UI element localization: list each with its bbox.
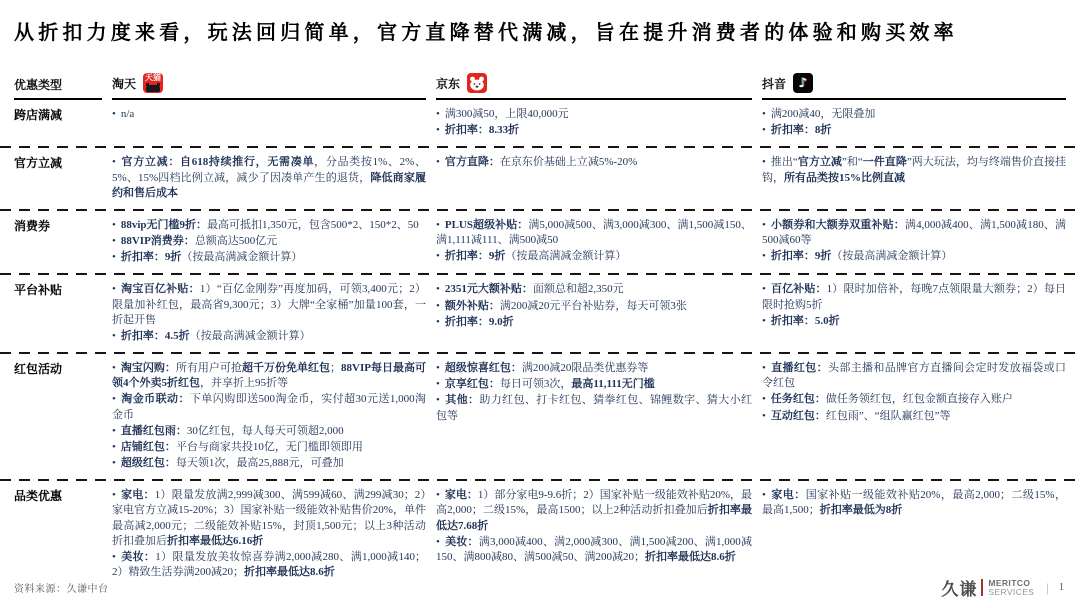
bullet-icon: •: [112, 440, 116, 453]
bullet-text-segment: 总额高达500亿元: [194, 235, 278, 248]
bullet-icon: •: [112, 251, 116, 264]
bullet-item: [436, 361, 752, 376]
bullet-text-segment: ，并享折上95折等: [200, 377, 288, 390]
table-row: [0, 275, 1080, 354]
bullet-text-segment: 1）限量发放美妆惊喜券满2,000减280、满1,000减140；2）精致生活券满200减20；: [112, 550, 427, 579]
bullet-text-segment: 降低商家履约和售后成本: [112, 171, 427, 199]
bullet-text-segment: PLUS超级补贴：: [444, 218, 529, 231]
row-label: 红包活动: [14, 362, 63, 377]
bullet-text-segment: ，分品类按1%、2%、5%、15%四档比例立减，减少了因凑单产生的退货，: [112, 156, 427, 184]
bullet-text-segment: 每天领1次，最高25,888元，可叠加: [175, 457, 344, 470]
platform-name-jd: 京东: [436, 76, 461, 91]
bullet-text-segment: 做任务领红包，红包金额直接存入账户: [825, 393, 1013, 406]
bullet-icon: •: [762, 489, 766, 502]
bullet-text-segment: （按最高满减金额计算）: [831, 250, 953, 263]
bullet-text-segment: 超千万份免单红包: [241, 362, 331, 375]
bullet-icon: •: [762, 314, 766, 327]
bullet-text-segment: （按最高满减金额计算）: [505, 250, 627, 263]
bullet-text-segment: 折扣率最低达6.16折: [167, 534, 264, 547]
column-header-douyin: [762, 73, 1066, 100]
bullet-text-segment: （按最高满减金额计算）: [181, 251, 303, 264]
bullet-text-segment: 助力红包、打卡红包、猜拳红包、锦鲤数字、猜大小红包等: [436, 394, 753, 422]
bullet-text-segment: 一件直降: [862, 156, 907, 169]
bullet-icon: •: [762, 108, 766, 120]
table-cell: [436, 100, 752, 148]
bullet-icon: •: [112, 218, 116, 231]
bullet-icon: •: [112, 329, 116, 342]
table-row: [0, 100, 1080, 148]
bullet-text-segment: 满3,000减400、满2,000减300、满1,500减200、满1,000减150、满800减80、满500减50、满200减20；: [436, 535, 753, 563]
bullet-icon: •: [436, 362, 440, 375]
brand-en-line1: MERITCO: [988, 577, 1031, 588]
bullet-text-segment: 每日可领3次，: [499, 378, 572, 391]
bullet-item: [762, 155, 1066, 185]
bullet-icon: •: [436, 250, 440, 263]
bullet-icon: •: [436, 218, 440, 231]
bullet-text-segment: 额外补贴：: [444, 299, 500, 312]
bullet-icon: •: [112, 283, 116, 296]
bullet-item: [112, 234, 426, 249]
tmall-cat-icon: [146, 85, 160, 92]
bullet-text-segment: 推出“: [770, 156, 798, 169]
bullet-text-segment: 京享红包：: [444, 378, 500, 391]
bullet-item: [762, 361, 1066, 391]
row-label: 跨店满减: [14, 108, 63, 122]
column-header-jd: [436, 73, 752, 100]
table-cell: [112, 100, 426, 148]
bullet-icon: •: [762, 393, 766, 406]
bullet-item: [112, 155, 426, 201]
bullet-icon: •: [436, 283, 440, 296]
bullet-icon: •: [112, 489, 116, 502]
bullet-text-segment: 88vip无门槛9折：: [120, 218, 208, 231]
bullet-text-segment: 满200减40，无限叠加: [770, 108, 876, 120]
bullet-text-segment: 平台与商家共投10亿，无门槛即领即用: [175, 440, 363, 453]
table-cell: [436, 148, 752, 211]
bullet-text-segment: 折扣率：9折: [444, 250, 506, 263]
column-header-type: [14, 76, 102, 100]
bullet-text-segment: ”两大玩法，均与终端售价直接挂钩，: [762, 156, 1067, 184]
bullet-text-segment: 互动红包：: [770, 409, 826, 422]
bullet-item: [762, 123, 1066, 138]
tmall-logo-text: 天猫: [145, 73, 162, 82]
bullet-icon: •: [762, 409, 766, 422]
brand-logo-cn: 久谦: [941, 580, 978, 599]
bullet-text-segment: 下单闪购即送500淘金币，实付超30元送1,000淘金币: [112, 393, 427, 421]
bullet-icon: •: [112, 156, 116, 169]
bullet-item: [436, 123, 752, 138]
page-number: 1: [1059, 582, 1064, 593]
bullet-text-segment: 满200减20限品类优惠券等: [521, 362, 649, 375]
bullet-text-segment: 1）“百亿金刚券”再度加码，可领3,400元；2）限量加补红包，最高省9,300元；3）大牌“全家桶”加量100套，一折起开售: [112, 283, 427, 326]
brand-logo-en: [988, 579, 1034, 597]
tmall-logo-icon: [143, 73, 163, 93]
bullet-text-segment: 直播红包雨：: [120, 424, 187, 437]
bullet-text-segment: n/a: [120, 108, 135, 120]
bullet-icon: •: [436, 489, 440, 502]
brand-block: [941, 575, 1064, 600]
footer: [14, 575, 1064, 600]
table-cell: [112, 354, 426, 481]
bullet-text-segment: 美妆：: [444, 535, 479, 548]
bullet-text-segment: 所有用户可抢: [175, 362, 242, 375]
bullet-text-segment: 超级红包：: [120, 457, 176, 470]
bullet-text-segment: 折扣率最低为8折: [819, 504, 903, 517]
table-row: [0, 354, 1080, 481]
bullet-icon: •: [762, 283, 766, 296]
source-note: 资料来源：久谦中台: [14, 584, 109, 595]
table-cell: [112, 211, 426, 276]
bullet-icon: •: [436, 378, 440, 391]
table-cell: [762, 148, 1066, 211]
bullet-text-segment: 折扣率最低达7.68折: [436, 504, 753, 532]
bullet-icon: •: [112, 108, 116, 120]
douyin-note-icon: ♪: [798, 75, 808, 91]
bullet-text-segment: 满200减20元平台补贴券，每天可领3张: [499, 299, 687, 312]
bullet-text-segment: 官方立减: [797, 156, 842, 169]
column-header-taotian: [112, 73, 426, 100]
bullet-text-segment: 淘宝百亿补贴：: [120, 283, 200, 296]
bullet-item: [762, 249, 1066, 264]
bullet-item: [112, 250, 426, 265]
bullet-text-segment: 在京东价基础上立减5%-20%: [499, 156, 638, 169]
brand-divider: [981, 579, 983, 596]
bullet-text-segment: 折扣率最低达8.6折: [244, 566, 335, 579]
bullet-text-segment: 其他：: [444, 394, 480, 407]
bullet-item: [436, 535, 752, 565]
bullet-text-segment: 家电：: [444, 489, 478, 502]
bullet-text-segment: 店铺红包：: [120, 440, 176, 453]
bullet-text-segment: （按最高满减金额计算）: [189, 329, 311, 342]
bullet-text-segment: 面额总和超2,350元: [532, 283, 624, 296]
bullet-item: [436, 299, 752, 314]
bullet-icon: •: [436, 108, 440, 120]
bullet-icon: •: [112, 424, 116, 437]
row-label: 官方立减: [14, 156, 63, 171]
bullet-icon: •: [762, 362, 766, 375]
table-row: [0, 148, 1080, 211]
bullet-item: [112, 424, 426, 439]
bullet-text-segment: 折扣率：5.0折: [770, 314, 840, 327]
bullet-text-segment: ；: [330, 362, 342, 375]
table-cell: [762, 100, 1066, 148]
bullet-text-segment: 88VIP消费券：: [120, 235, 195, 248]
bullet-text-segment: 直播红包：: [770, 362, 828, 375]
table-cell: [762, 211, 1066, 276]
bullet-item: [436, 249, 752, 264]
bullet-item: [436, 218, 752, 248]
bullet-text-segment: 1）限量发放满2,999减300、满599减60、满299减30；2）家电官方立减15-20%；3）国家补贴一级能效补贴售价20%，单件最高减2,000元；二级能效补贴15%，封顶1,500元；以上3种活动折扣叠加后: [112, 489, 427, 547]
bullet-item: [112, 107, 426, 122]
bullet-item: [762, 107, 1066, 122]
bullet-text-segment: 官方直降：: [444, 156, 500, 169]
bullet-text-segment: 1）限时加倍补，每晚7点领限量大额券；2）每日限时抢购5折: [762, 283, 1067, 311]
bullet-item: [436, 282, 752, 297]
bullet-text-segment: 家电：: [120, 489, 155, 502]
platform-name-taotian: 淘天: [112, 76, 137, 91]
douyin-logo-icon: [793, 73, 813, 93]
table-cell: [762, 354, 1066, 481]
table-cell: [436, 211, 752, 276]
bullet-icon: •: [436, 535, 440, 548]
bullet-text-segment: 满300减50，上限40,000元: [444, 108, 569, 120]
page-title: 从折扣力度来看，玩法回归简单，官方直降替代满减，旨在提升消费者的体验和购买效率: [14, 22, 958, 44]
bullet-text-segment: 国家补贴一级能效补贴20%，最高2,000；二级15%，最高1,500；: [762, 489, 1067, 517]
bullet-item: [762, 314, 1066, 329]
bullet-text-segment: 小额券和大额券双重补贴：: [770, 218, 905, 231]
bullet-item: [762, 488, 1066, 518]
row-label: 平台补贴: [14, 283, 63, 298]
bullet-item: [112, 392, 426, 422]
bullet-item: [112, 329, 426, 344]
bullet-item: [762, 409, 1066, 424]
jd-dog-logo-icon: [467, 73, 487, 93]
bullet-text-segment: 1）部分家电9-9.6折；2）国家补贴一级能效补贴20%，最高2,000；二级15%，最高1500；以上2种活动折扣叠加后: [436, 489, 753, 517]
bullet-text-segment: 折扣率：9折: [770, 250, 832, 263]
bullet-item: [436, 393, 752, 423]
table-header: [0, 73, 1080, 100]
bullet-item: [112, 440, 426, 455]
table-cell: [762, 275, 1066, 354]
table-cell: [112, 481, 426, 590]
bullet-text-segment: 最高11,111无门槛: [571, 378, 655, 391]
bullet-icon: •: [436, 156, 440, 169]
table-body: [0, 100, 1080, 590]
row-label: 消费券: [14, 218, 51, 233]
bullet-icon: •: [112, 457, 116, 470]
bullet-text-segment: 淘宝闪购：: [120, 362, 176, 375]
bullet-item: [762, 282, 1066, 312]
bullet-item: [436, 315, 752, 330]
table-cell: [762, 481, 1066, 590]
bullet-icon: •: [762, 124, 766, 137]
brand-en-line2: SERVICES: [988, 586, 1035, 597]
bullet-text-segment: 淘金币联动：: [120, 393, 190, 406]
jd-dog-face: [467, 73, 487, 93]
bullet-icon: •: [436, 124, 440, 137]
table-cell: [436, 354, 752, 481]
bullet-icon: •: [436, 394, 440, 407]
bullet-text-segment: 折扣率：8折: [770, 124, 832, 137]
bullet-icon: •: [112, 393, 116, 406]
table-cell: [436, 275, 752, 354]
bullet-icon: •: [436, 299, 440, 312]
table-row: [0, 211, 1080, 276]
bullet-text-segment: 官方立减：自618持续推行，无需凑单: [120, 156, 315, 169]
bullet-text-segment: 2351元大额补贴：: [444, 283, 533, 296]
bullet-item: [112, 361, 426, 391]
bullet-item: [112, 488, 426, 549]
bullet-text-segment: 88VIP每日最高可领4个外卖5折红包: [112, 362, 426, 390]
table-cell: [112, 148, 426, 211]
bullet-icon: •: [762, 156, 766, 169]
bullet-text-segment: ”和“: [841, 156, 863, 169]
bullet-text-segment: 所有品类按15%比例直减: [784, 171, 905, 184]
table-row: [0, 481, 1080, 590]
bullet-text-segment: 任务红包：: [770, 393, 826, 406]
bullet-text-segment: 满5,000减500、满3,000减300、满1,500减150、满1,111减111、满500减50: [436, 218, 752, 247]
bullet-icon: •: [112, 235, 116, 248]
platform-name-douyin: 抖音: [762, 76, 787, 91]
bullet-item: [436, 488, 752, 534]
bullet-icon: •: [112, 550, 116, 563]
bullet-text-segment: 满4,000减400、满1,500减180、满500减60等: [762, 218, 1067, 247]
bullet-text-segment: 折扣率：4.5折: [120, 329, 190, 342]
bullet-item: [762, 218, 1066, 248]
bullet-item: [762, 392, 1066, 407]
bullet-text-segment: 30亿红包，每人每天可领超2,000: [186, 424, 344, 437]
bullet-text-segment: 超级惊喜红包：: [444, 362, 522, 375]
bullet-text-segment: 最高可抵扣1,350元，包含500*2、150*2、50: [207, 218, 419, 231]
bullet-text-segment: 百亿补贴：: [770, 283, 827, 296]
bullet-text-segment: 家电：: [770, 489, 806, 502]
bullet-text-segment: 头部主播和品牌官方直播间会定时发放福袋或口令红包: [762, 362, 1066, 390]
bullet-icon: •: [112, 362, 116, 375]
bullet-item: [436, 107, 752, 122]
bullet-item: [112, 218, 426, 233]
row-label: 品类优惠: [14, 489, 63, 504]
bullet-text-segment: 折扣率：8.33折: [444, 124, 520, 137]
bullet-icon: •: [762, 250, 766, 263]
table-cell: [436, 481, 752, 590]
bullet-item: [112, 456, 426, 471]
bullet-text-segment: 折扣率：9.0折: [444, 315, 514, 328]
bullet-text-segment: 折扣率最低达8.6折: [645, 550, 736, 563]
page-separator: |: [1046, 579, 1049, 595]
bullet-icon: •: [436, 315, 440, 328]
bullet-icon: •: [762, 218, 766, 231]
bullet-text-segment: 红包雨”、“组队赢红包”等: [825, 409, 951, 422]
bullet-text-segment: 折扣率：9折: [120, 251, 182, 264]
bullet-item: [436, 377, 752, 392]
bullet-item: [436, 155, 752, 170]
bullet-item: [112, 282, 426, 328]
table-cell: [112, 275, 426, 354]
column-header-type-label: 优惠类型: [14, 78, 63, 92]
bullet-text-segment: 美妆：: [120, 550, 156, 563]
